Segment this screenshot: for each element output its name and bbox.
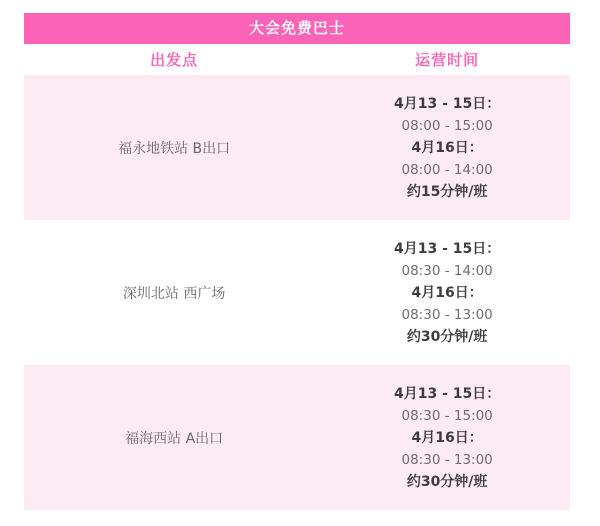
schedule-line-hours: 08:30 - 14:00 (401, 262, 493, 279)
column-header-departure: 出发点 (150, 51, 199, 69)
schedule-line-hours: 08:00 - 15:00 (401, 117, 493, 134)
schedule-line-date: 4月16日： (411, 139, 483, 156)
table-row (24, 365, 570, 510)
departure-cell: 福海西站 A出口 (125, 430, 224, 447)
schedule-line-hours: 08:30 - 15:00 (401, 407, 493, 424)
schedule-line-date: 4月16日： (411, 429, 483, 446)
schedule-line-frequency: 约30分钟/班 (406, 328, 488, 345)
schedule-line-hours: 08:30 - 13:00 (401, 306, 493, 323)
table-row (24, 220, 570, 365)
departure-cell: 深圳北站 西广场 (122, 285, 226, 302)
schedule-line-date-range: 4月13 - 15日： (394, 385, 501, 402)
schedule-line-frequency: 约30分钟/班 (406, 473, 488, 490)
column-header-operating-hours: 运营时间 (415, 51, 480, 69)
schedule-cell (324, 75, 570, 220)
schedule-line-date-range: 4月13 - 15日： (394, 95, 501, 112)
departure-cell: 福永地铁站 B出口 (118, 140, 231, 157)
schedule-cell (324, 220, 570, 365)
schedule-cell (324, 365, 570, 510)
table-title: 大会免费巴士 (24, 13, 570, 44)
schedule-line-frequency: 约15分钟/班 (406, 183, 488, 200)
schedule-line-date-range: 4月13 - 15日： (394, 240, 501, 257)
schedule-line-date: 4月16日： (411, 284, 483, 301)
schedule-line-hours: 08:30 - 13:00 (401, 451, 493, 468)
free-bus-table (24, 13, 570, 510)
schedule-line-hours: 08:00 - 14:00 (401, 161, 493, 178)
table-row (24, 75, 570, 220)
column-header-row (24, 44, 570, 75)
